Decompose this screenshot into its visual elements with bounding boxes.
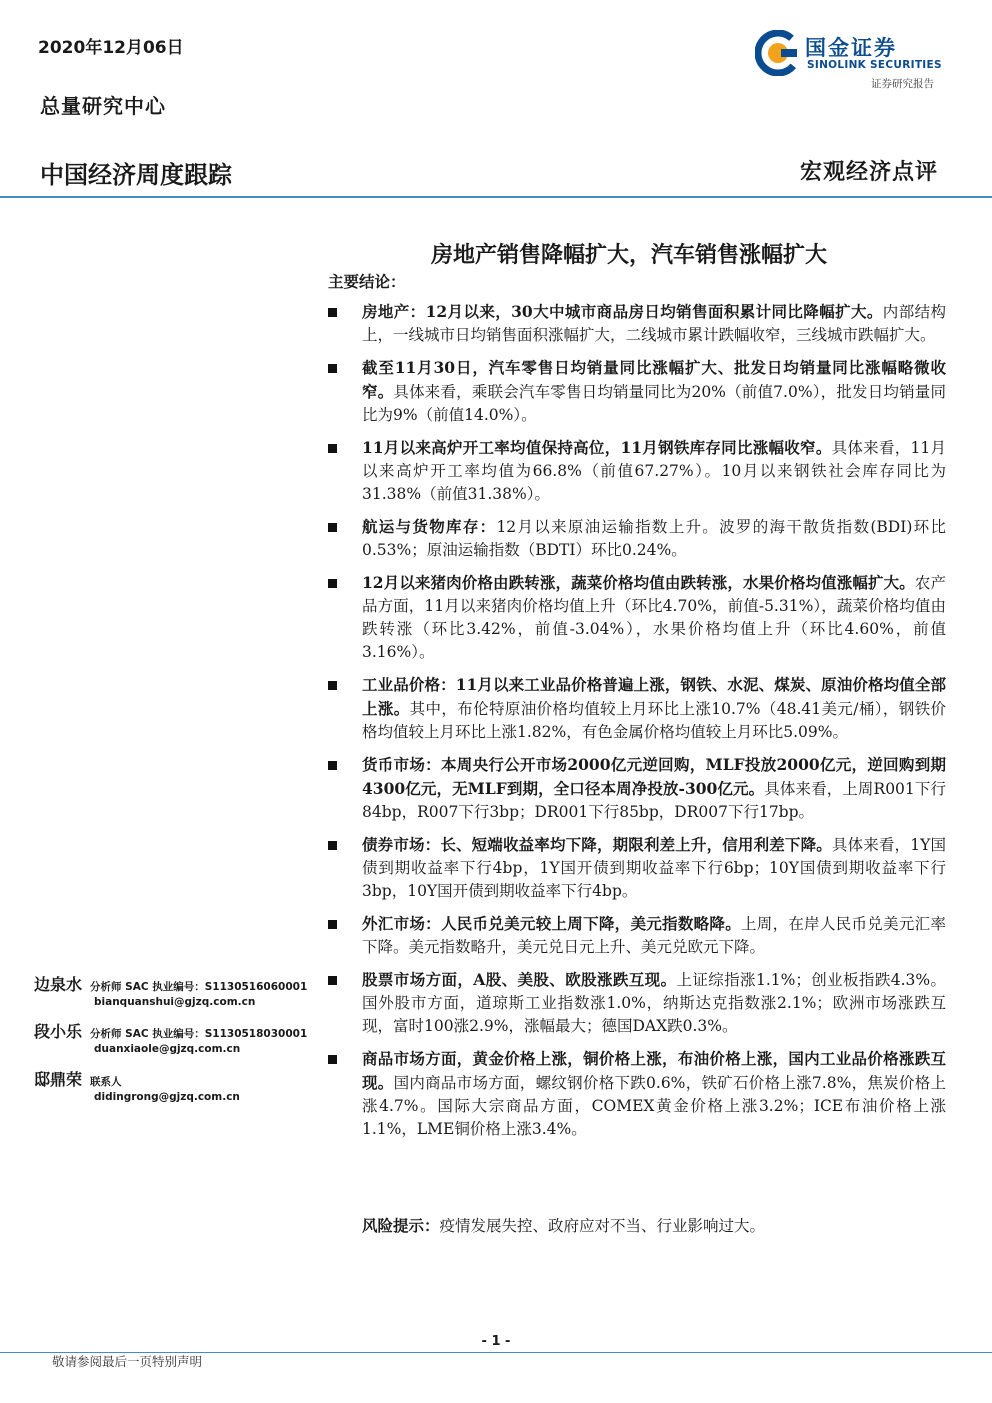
bullet-heading: 11月以来高炉开工率均值保持高位，11月钢铁库存同比涨幅收窄。 bbox=[362, 438, 832, 457]
bullet-square-icon bbox=[328, 444, 337, 453]
bullet-square-icon bbox=[328, 579, 337, 588]
conclusion-item bbox=[326, 1047, 946, 1141]
conclusion-item bbox=[326, 436, 946, 506]
bullet-heading: 债券市场：长、短端收益率均下降，期限利差上升，信用利差下降。 bbox=[362, 835, 832, 854]
bullet-square-icon bbox=[328, 308, 337, 317]
analyst-card bbox=[34, 1019, 314, 1055]
bullet-square-icon bbox=[328, 761, 337, 770]
report-date: 2020年12月06日 bbox=[38, 38, 184, 58]
bullet-square-icon bbox=[328, 841, 337, 850]
bullet-text: 内部结构上，一线城市日均销售面积涨幅扩大，二线城市累计跌幅收窄，三线城市跌幅扩大。 bbox=[362, 303, 946, 344]
series-title: 中国经济周度跟踪 bbox=[40, 161, 232, 189]
bullet-heading: 商品市场方面，黄金价格上涨，铜价格上涨，布油价格上涨，国内工业品价格涨跌互现。 bbox=[362, 1049, 946, 1092]
conclusion-list bbox=[326, 300, 946, 1150]
analyst-card bbox=[34, 1067, 314, 1103]
analyst-email[interactable]: duanxiaole@gjzq.com.cn bbox=[94, 1043, 241, 1055]
bullet-square-icon bbox=[328, 523, 337, 532]
footer-disclaimer-note: 敬请参阅最后一页特别声明 bbox=[52, 1354, 203, 1369]
page-number: - 1 - bbox=[481, 1334, 511, 1349]
bullet-heading: 股票市场方面，A股、美股、欧股涨跌互现。 bbox=[362, 970, 677, 989]
analyst-name: 邸鼎荣 bbox=[34, 1070, 83, 1089]
bullet-heading: 货币市场：本周央行公开市场2000亿元逆回购，MLF投放2000亿元，逆回购到期4300亿元，无MLF到期，全口径本周净投放-300亿元。 bbox=[362, 755, 946, 798]
conclusion-item bbox=[326, 571, 946, 664]
logo-chinese-name: 国金证券 bbox=[805, 36, 897, 60]
bullet-text: 上周，在岸人民币兑美元汇率下降。美元指数略升，美元兑日元上升、美元兑欧元下降。 bbox=[362, 915, 946, 956]
bullet-heading: 房地产：12月以来，30大中城市商品房日均销售面积累计同比降幅扩大。 bbox=[362, 302, 883, 321]
analyst-name: 段小乐 bbox=[34, 1022, 83, 1041]
analyst-role: 分析师 SAC 执业编号：S1130516060001 bbox=[90, 981, 308, 993]
bullet-heading: 截至11月30日，汽车零售日均销量同比涨幅扩大、批发日均销量同比涨幅略微收窄。 bbox=[362, 358, 946, 401]
conclusion-item bbox=[326, 300, 946, 347]
bullet-square-icon bbox=[328, 364, 337, 373]
report-category: 宏观经济点评 bbox=[799, 159, 938, 185]
bullet-square-icon bbox=[328, 920, 337, 929]
bullet-heading: 航运与货物库存： bbox=[362, 517, 497, 536]
conclusion-item bbox=[326, 515, 946, 562]
bullet-text: 农产品方面，11月以来猪肉价格均值上升（环比4.70%，前值-5.31%），蔬菜价格均值由跌转涨（环比3.42%，前值-3.04%），水果价格均值上升（环比4.60%，前值3.16%）。 bbox=[362, 574, 946, 661]
bullet-text: 具体来看，上周R001下行84bp，R007下行3bp；DR001下行85bp，DR007下行17bp。 bbox=[362, 780, 946, 821]
analyst-role: 分析师 SAC 执业编号：S1130518030001 bbox=[90, 1028, 308, 1040]
bullet-square-icon bbox=[328, 681, 337, 690]
conclusion-item bbox=[326, 753, 946, 824]
bullet-square-icon bbox=[328, 1055, 337, 1064]
bullet-text: 具体来看，11月以来高炉开工率均值为66.8%（前值67.27%）。10月以来钢铁社会库存同比为31.38%（前值31.38%）。 bbox=[362, 439, 946, 503]
risk-label: 风险提示： bbox=[362, 1216, 440, 1235]
bullet-text: 12月以来原油运输指数上升。波罗的海干散货指数(BDI)环比0.53%；原油运输指数（BDTI）环比0.24%。 bbox=[362, 518, 946, 559]
risk-warning bbox=[362, 1214, 946, 1238]
research-center: 总量研究中心 bbox=[40, 94, 166, 118]
conclusion-item bbox=[326, 673, 946, 744]
conclusion-heading: 主要结论： bbox=[328, 272, 406, 291]
logo-subtitle: 证券研究报告 bbox=[871, 78, 934, 90]
header-divider bbox=[0, 196, 992, 198]
company-logo bbox=[755, 30, 955, 90]
bullet-heading: 外汇市场：人民币兑美元较上周下降，美元指数略降。 bbox=[362, 914, 741, 933]
logo-english-name: SINOLINK SECURITIES bbox=[807, 59, 942, 71]
bullet-heading: 12月以来猪肉价格由跌转涨，蔬菜价格均值由跌转涨，水果价格均值涨幅扩大。 bbox=[362, 573, 915, 592]
logo-mark-icon bbox=[755, 30, 801, 76]
conclusion-item bbox=[326, 912, 946, 959]
analyst-card bbox=[34, 972, 314, 1008]
conclusion-item bbox=[326, 356, 946, 427]
bullet-text: 其中，布伦特原油价格均值较上月环比上涨10.7%（48.41美元/桶），钢铁价格均值较上月环比上涨1.82%，有色金属价格均值较上月环比5.09%。 bbox=[362, 700, 946, 741]
bullet-square-icon bbox=[328, 976, 337, 985]
bullet-text: 具体来看，1Y国债到期收益率下行4bp，1Y国开债到期收益率下行6bp；10Y国债到期收益率下行3bp，10Y国开债到期收益率下行4bp。 bbox=[362, 836, 946, 900]
bullet-heading: 工业品价格：11月以来工业品价格普遍上涨，钢铁、水泥、煤炭、原油价格均值全部上涨。 bbox=[362, 675, 946, 718]
bullet-text: 国内商品市场方面，螺纹钢价格下跌0.6%，铁矿石价格上涨7.8%，焦炭价格上涨4.7%。国际大宗商品方面，COMEX黄金价格上涨3.2%；ICE布油价格上涨1.1%，LME铜价格上涨3.4%。 bbox=[362, 1074, 946, 1138]
bullet-text: 具体来看，乘联会汽车零售日均销量同比为20%（前值7.0%），批发日均销量同比为9%（前值14.0%）。 bbox=[362, 383, 946, 424]
conclusion-item bbox=[326, 968, 946, 1038]
conclusion-item bbox=[326, 833, 946, 903]
analyst-name: 边泉水 bbox=[34, 975, 83, 994]
report-title: 房地产销售降幅扩大，汽车销售涨幅扩大 bbox=[430, 242, 827, 268]
analyst-email[interactable]: bianquanshui@gjzq.com.cn bbox=[94, 996, 256, 1008]
analyst-role: 联系人 bbox=[90, 1076, 122, 1088]
bullet-text: 上证综指涨1.1%；创业板指跌4.3%。国外股市方面，道琼斯工业指数涨1.0%，纳斯达克指数涨2.1%；欧洲市场涨跌互现，富时100涨2.9%，涨幅最大；德国DAX跌0.3%。 bbox=[362, 971, 946, 1035]
analyst-email[interactable]: didingrong@gjzq.com.cn bbox=[94, 1091, 240, 1103]
risk-text: 疫情发展失控、政府应对不当、行业影响过大。 bbox=[439, 1217, 766, 1235]
